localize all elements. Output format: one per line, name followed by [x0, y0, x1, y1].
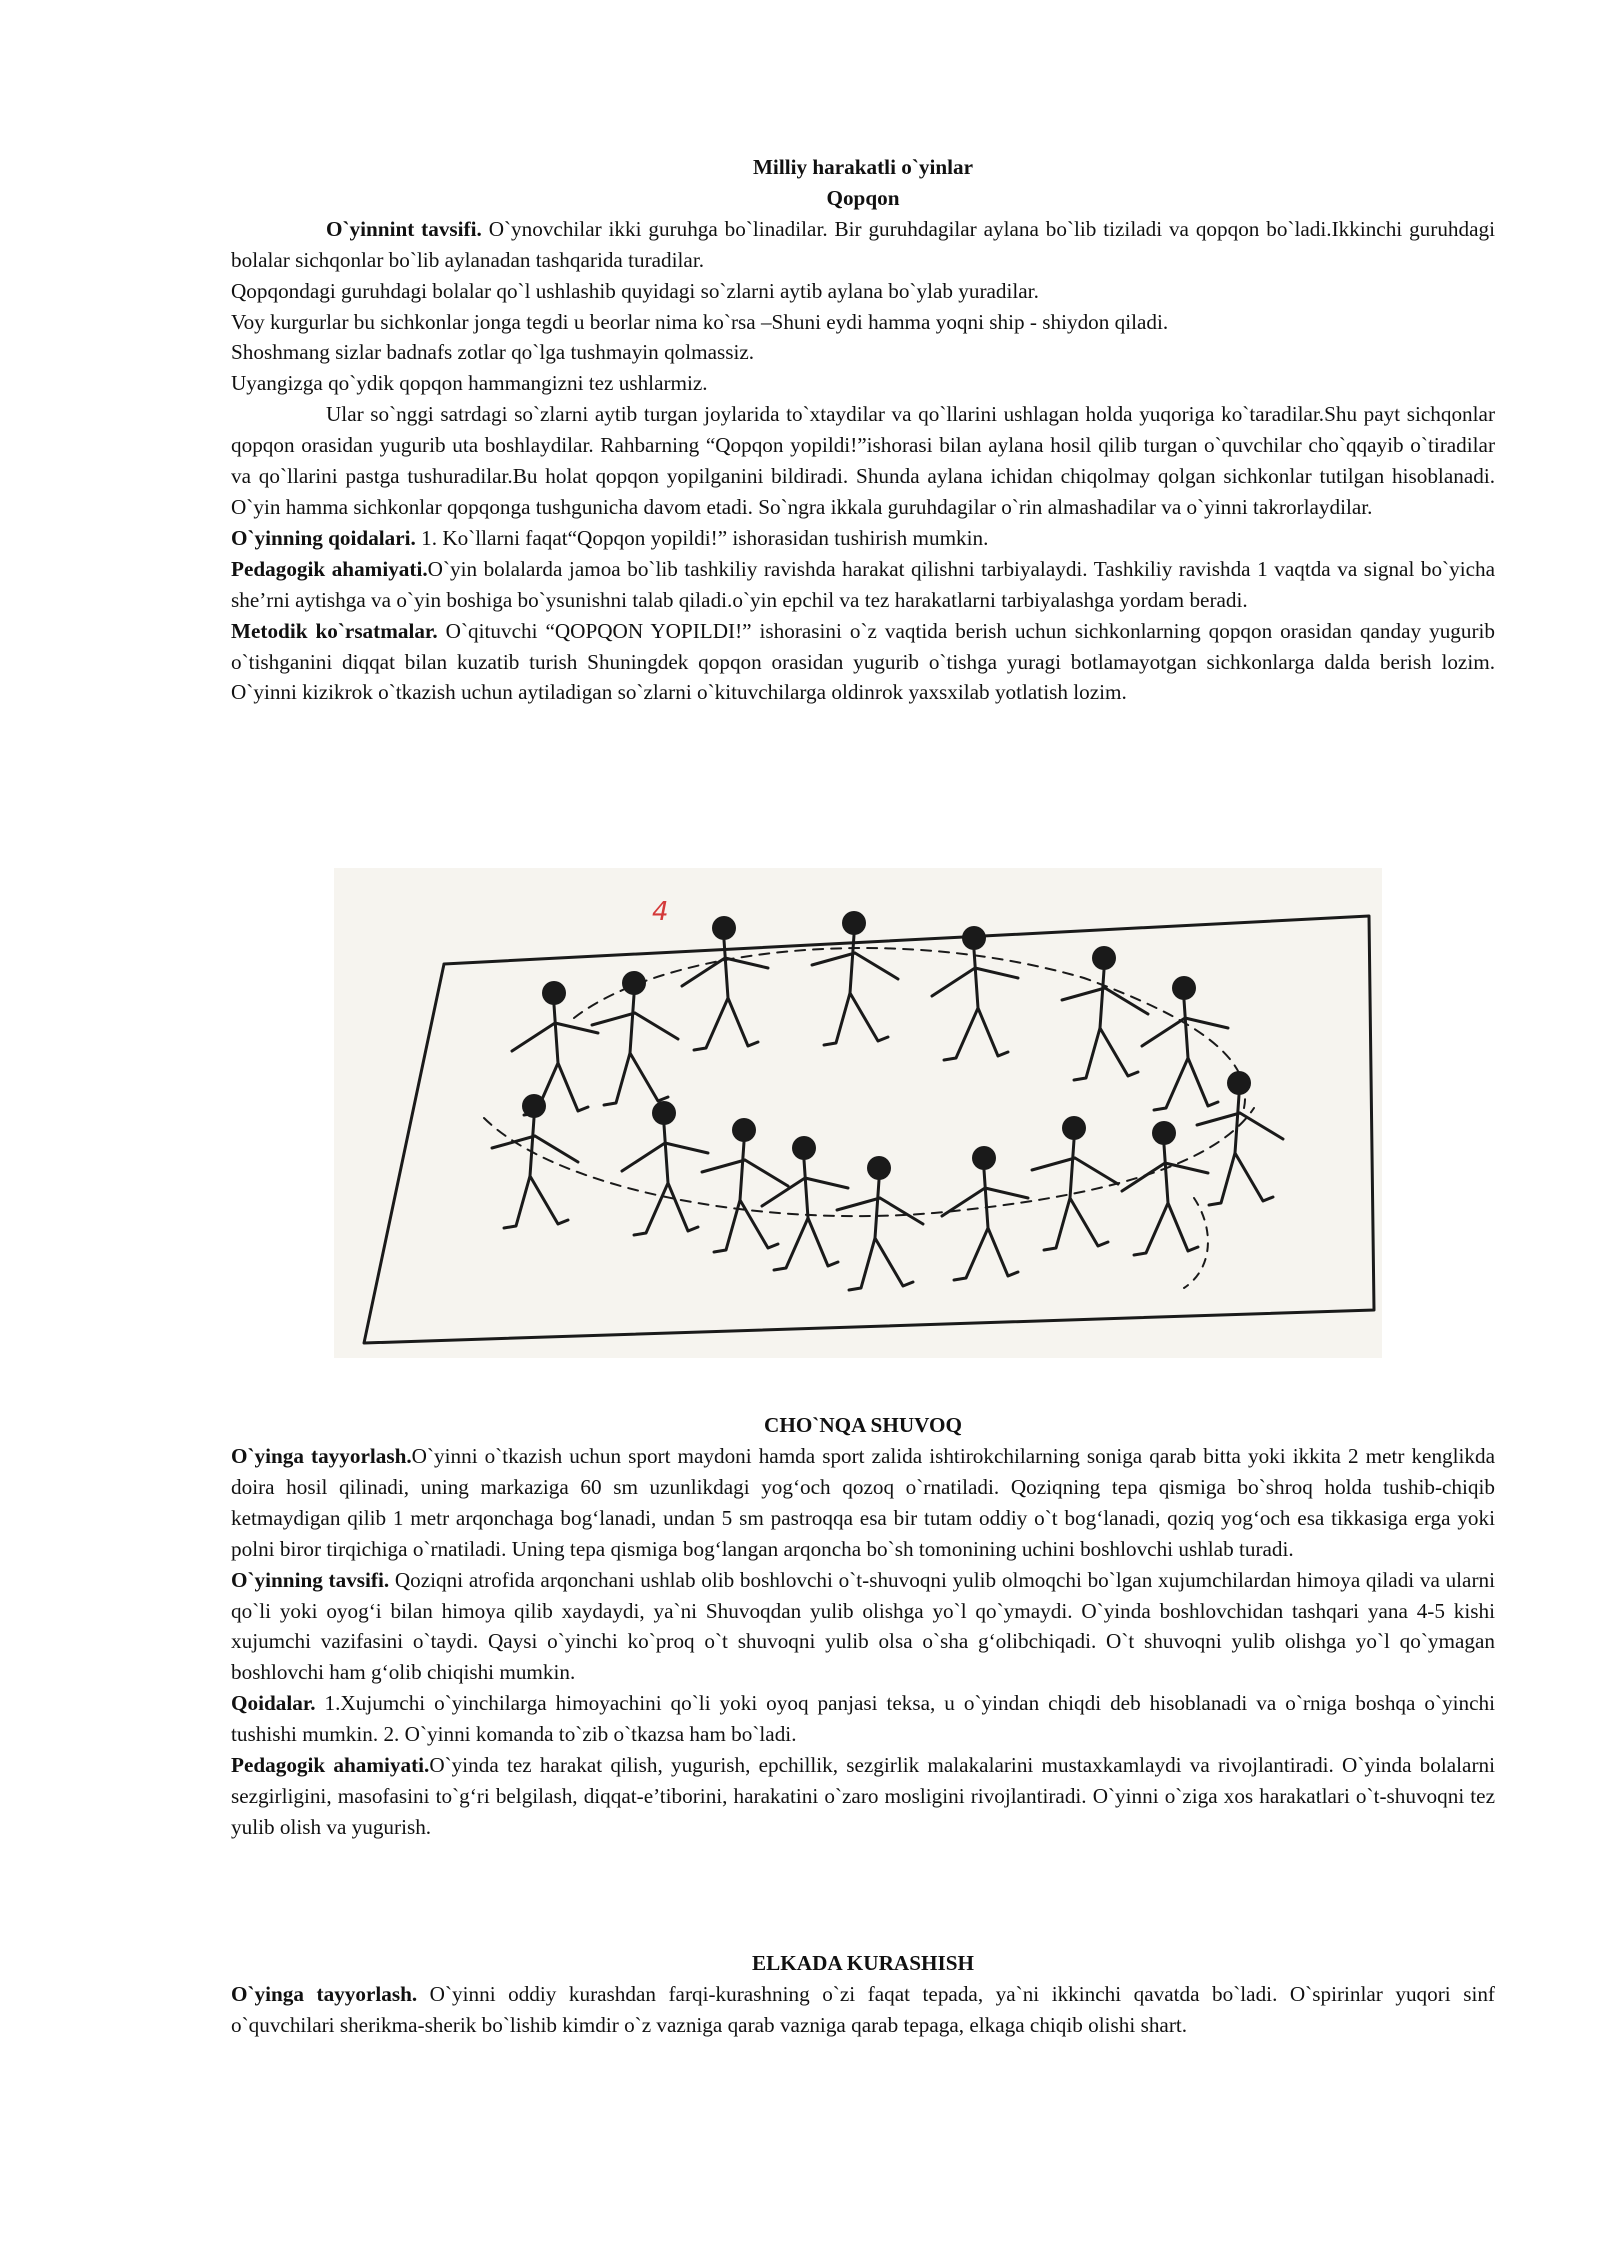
circle-path — [1184, 1198, 1208, 1288]
prep-text: O`yinni o`tkazish uchun sport maydoni hamda sport zalida ishtirokchilarning soniga qarab bitta yoki ikkita 2 metr kenglikda doira hosil qilinadi, uning markaziga 60 sm uzunlikdagi yog‘och qozoq o`rnatiladi. Qoziqning tepa qismiga bo`shroq holda tushib-chiqib ketmaydigan qilib 1 metr arqonchaga bog‘lanadi, undan 5 sm pastroqqa esa bir tutam oddiy o`t bog‘lanadi, qoziq yog‘och esa tikkasiga erga yoki polni biror tirqichiga o`rnatiladi. Uning tepa qismiga bog‘langan arqoncha bo`sh tomonining uchini boshlovchi ushlab turadi. — [231, 1444, 1496, 1561]
qopqon-section — [231, 152, 1495, 708]
pedagogy-text: O`yinda tez harakat qilish, yugurish, epchillik, sezgirlik malakalarini mustaxkamlaydi va rivojlantiradi. O`yinda bolalarni sezgirligini, masofasini to`g‘ri belgilash, diqqat-e’tiborini, harakatini o`zaro mosligini rivojlantiradi. O`yinni o`ziga xos harakatlari o`t-shuvoqni tez yulib olish va yugurish. — [231, 1753, 1495, 1839]
qopqon-illustration — [334, 868, 1382, 1358]
stick-figure — [762, 1136, 848, 1270]
illustration-svg — [334, 868, 1382, 1358]
qopqon-methodology — [231, 616, 1495, 709]
desc-label: O`yinnint tavsifi. — [326, 216, 482, 241]
desc-text: O`ynovchilar ikki guruhga bo`linadilar. Bir guruhdagilar aylana bo`lib tiziladi va qopqon bo`ladi.Ikkinchi guruhdagi bolalar sichqonlar bo`lib aylanadan tashqarida turadilar. — [231, 216, 1495, 272]
rhyme-line: Qopqondagi guruhdagi bolalar qo`l ushlashib quyidagi so`zlarni aytib aylana bo`ylab yuradilar. — [231, 278, 1039, 303]
prep-label: O`yinga tayyorlash. — [231, 1444, 412, 1468]
elkada-section — [231, 1979, 1495, 2041]
stick-figure — [812, 911, 898, 1045]
chonqa-description — [231, 1565, 1495, 1689]
rhyme-line: Uyangizga qo`ydik qopqon hammangizni tez ushlarmiz. — [231, 371, 708, 396]
elkada-prep — [231, 1979, 1495, 2041]
qopqon-description — [231, 214, 1495, 276]
stick-figure — [932, 926, 1018, 1060]
stick-figure — [512, 981, 598, 1115]
rules-text: 1. Ko`llarni faqat“Qopqon yopildi!” ishorasidan tushirish mumkin. — [415, 525, 989, 550]
stick-figure — [942, 1146, 1028, 1280]
desc-label: O`yinning tavsifi. — [231, 1567, 390, 1592]
stick-figure — [1197, 1071, 1283, 1205]
rules-text: 1.Xujumchi o`yinchilarga himoyachini qo`li yoki oyoq panjasi teksa, u o`yindan chiqdi deb hisoblanadi va o`rniga boshqa o`yinchi tushishi mumkin. 2. O`yinni komanda to`zib o`tkazsa ham bo`ladi. — [231, 1691, 1495, 1747]
qopqon-rules — [231, 523, 1495, 554]
chonqa-pedagogy — [231, 1750, 1495, 1843]
stick-figure — [1032, 1116, 1118, 1250]
pedagogy-text: O`yin bolalarda jamoa bo`lib tashkiliy ravishda harakat qilishni tarbiyalaydi. Tashkiliy ravishda 1 vaqtda va signal bo`yicha she’rni aytishga va o`yin boshiga bo`ysunishni talab qiladi.o`yin epchil va tez harakatlarni tarbiyalashga yordam beradi. — [231, 556, 1495, 612]
pedagogy-label: Pedagogik ahamiyati. — [231, 556, 428, 581]
game-title-chonqa: CHO`NQA SHUVOQ — [764, 1413, 962, 1437]
stick-figure — [1062, 946, 1148, 1080]
game-title-qopqon: Qopqon — [826, 185, 900, 210]
section-title: Milliy harakatli o`yinlar — [752, 155, 974, 179]
pedagogy-label: Pedagogik ahamiyati. — [231, 1753, 430, 1778]
stick-figure — [1122, 1121, 1208, 1255]
rules-label: O`yinning qoidalari. — [231, 525, 416, 550]
rules-label: Qoidalar. — [231, 1691, 316, 1716]
circle-path — [574, 948, 1245, 1108]
stick-figure — [837, 1156, 923, 1290]
stick-figure — [702, 1118, 788, 1252]
page-mark: 4 — [652, 897, 669, 927]
desc-text: Qoziqni atrofida arqonchani ushlab olib boshlovchi o`t-shuvoqni yulib olmoqchi bo`lgan xujumchilardan himoya qiladi va ularni qo`li yoki oyog‘i bilan himoya qilib xaydaydi, ya`ni Shuvoqdan yulib olishga yo`l qo`ymaydi. O`yinda boshlovchidan tashqari yana 4-5 kishi xujumchi vazifasini o`taydi. Qaysi o`yinchi ko`proq o`t shuvoqni yulib olsa o`sha g‘olibchiqadi. O`t shuvoqni yulib olishga yo`l qo`ymagan boshlovchi ham g‘olib chiqishi mumkin. — [231, 1567, 1495, 1685]
stick-figure — [592, 971, 678, 1105]
qopqon-paragraph: Ular so`nggi satrdagi so`zlarni aytib turgan joylarida to`xtaydilar va qo`llarini ushlagan holda yuqoriga ko`taradilar.Shu payt sichqonlar qopqon orasidan yugurib uta boshlaydilar. Rahbarning “Qopqon yopildi!”ishorasi bilan aylana hosil qilib turgan o`quvchilar cho`qqayib o`tiradilar va qo`llarini pastga tushuradilar.Bu holat qopqon yopilganini bildiradi. Shunda aylana ichidan chiqolmay qolgan sichkonlar tutilgan hisoblanadi. O`yin hamma sichkonlar qopqonga tushgunicha davom etadi. So`ngra ikkala guruhdagilar o`rin almashadilar va o`yinni takrorlaydilar. — [231, 402, 1495, 519]
prep-label: O`yinga tayyorlash. — [231, 1982, 418, 2006]
qopqon-pedagogy — [231, 554, 1495, 616]
methodology-label: Metodik ko`rsatmalar. — [231, 618, 438, 643]
field-outline — [364, 916, 1374, 1343]
rhyme-line: Voy kurgurlar bu sichkonlar jonga tegdi u beorlar nima ko`rsa –Shuni eydi hamma yoqni ship - shiydon qiladi. — [231, 309, 1169, 334]
methodology-text: O`qituvchi “QOPQON YOPILDI!” ishorasini o`z vaqtida berish uchun sichkonlarning qopqon orasidan qanday yugurib o`tishganini diqqat bilan kuzatib turish Shuningdek qopqon orasidan yugurib o`tishga yuragi botlamayotgan sichkonlarga dalda berish lozim. O`yinni kizikrok o`tkazish uchun aytiladigan so`zlarni o`kituvchilarga oldinrok yaxsxilab yotlatish lozim. — [231, 618, 1496, 705]
prep-text: O`yinni oddiy kurashdan farqi-kurashning o`zi faqat tepada, ya`ni ikkinchi qavatda bo`ladi. O`spirinlar yuqori sinf o`quvchilari sherikma-sherik bo`lishib kimdir o`z vazniga qarab vazniga qarab tepaga, elkaga chiqib olishi shart. — [231, 1982, 1495, 2037]
stick-figure — [682, 916, 768, 1050]
stick-figure — [622, 1101, 708, 1235]
stick-figure — [492, 1094, 578, 1228]
chonqa-rules — [231, 1688, 1495, 1750]
game-title-elkada: ELKADA KURASHISH — [752, 1951, 974, 1975]
chonqa-section — [231, 1441, 1495, 1843]
rhyme-line: Shoshmang sizlar badnafs zotlar qo`lga tushmayin qolmassiz. — [231, 340, 755, 365]
chonqa-prep — [231, 1441, 1495, 1565]
